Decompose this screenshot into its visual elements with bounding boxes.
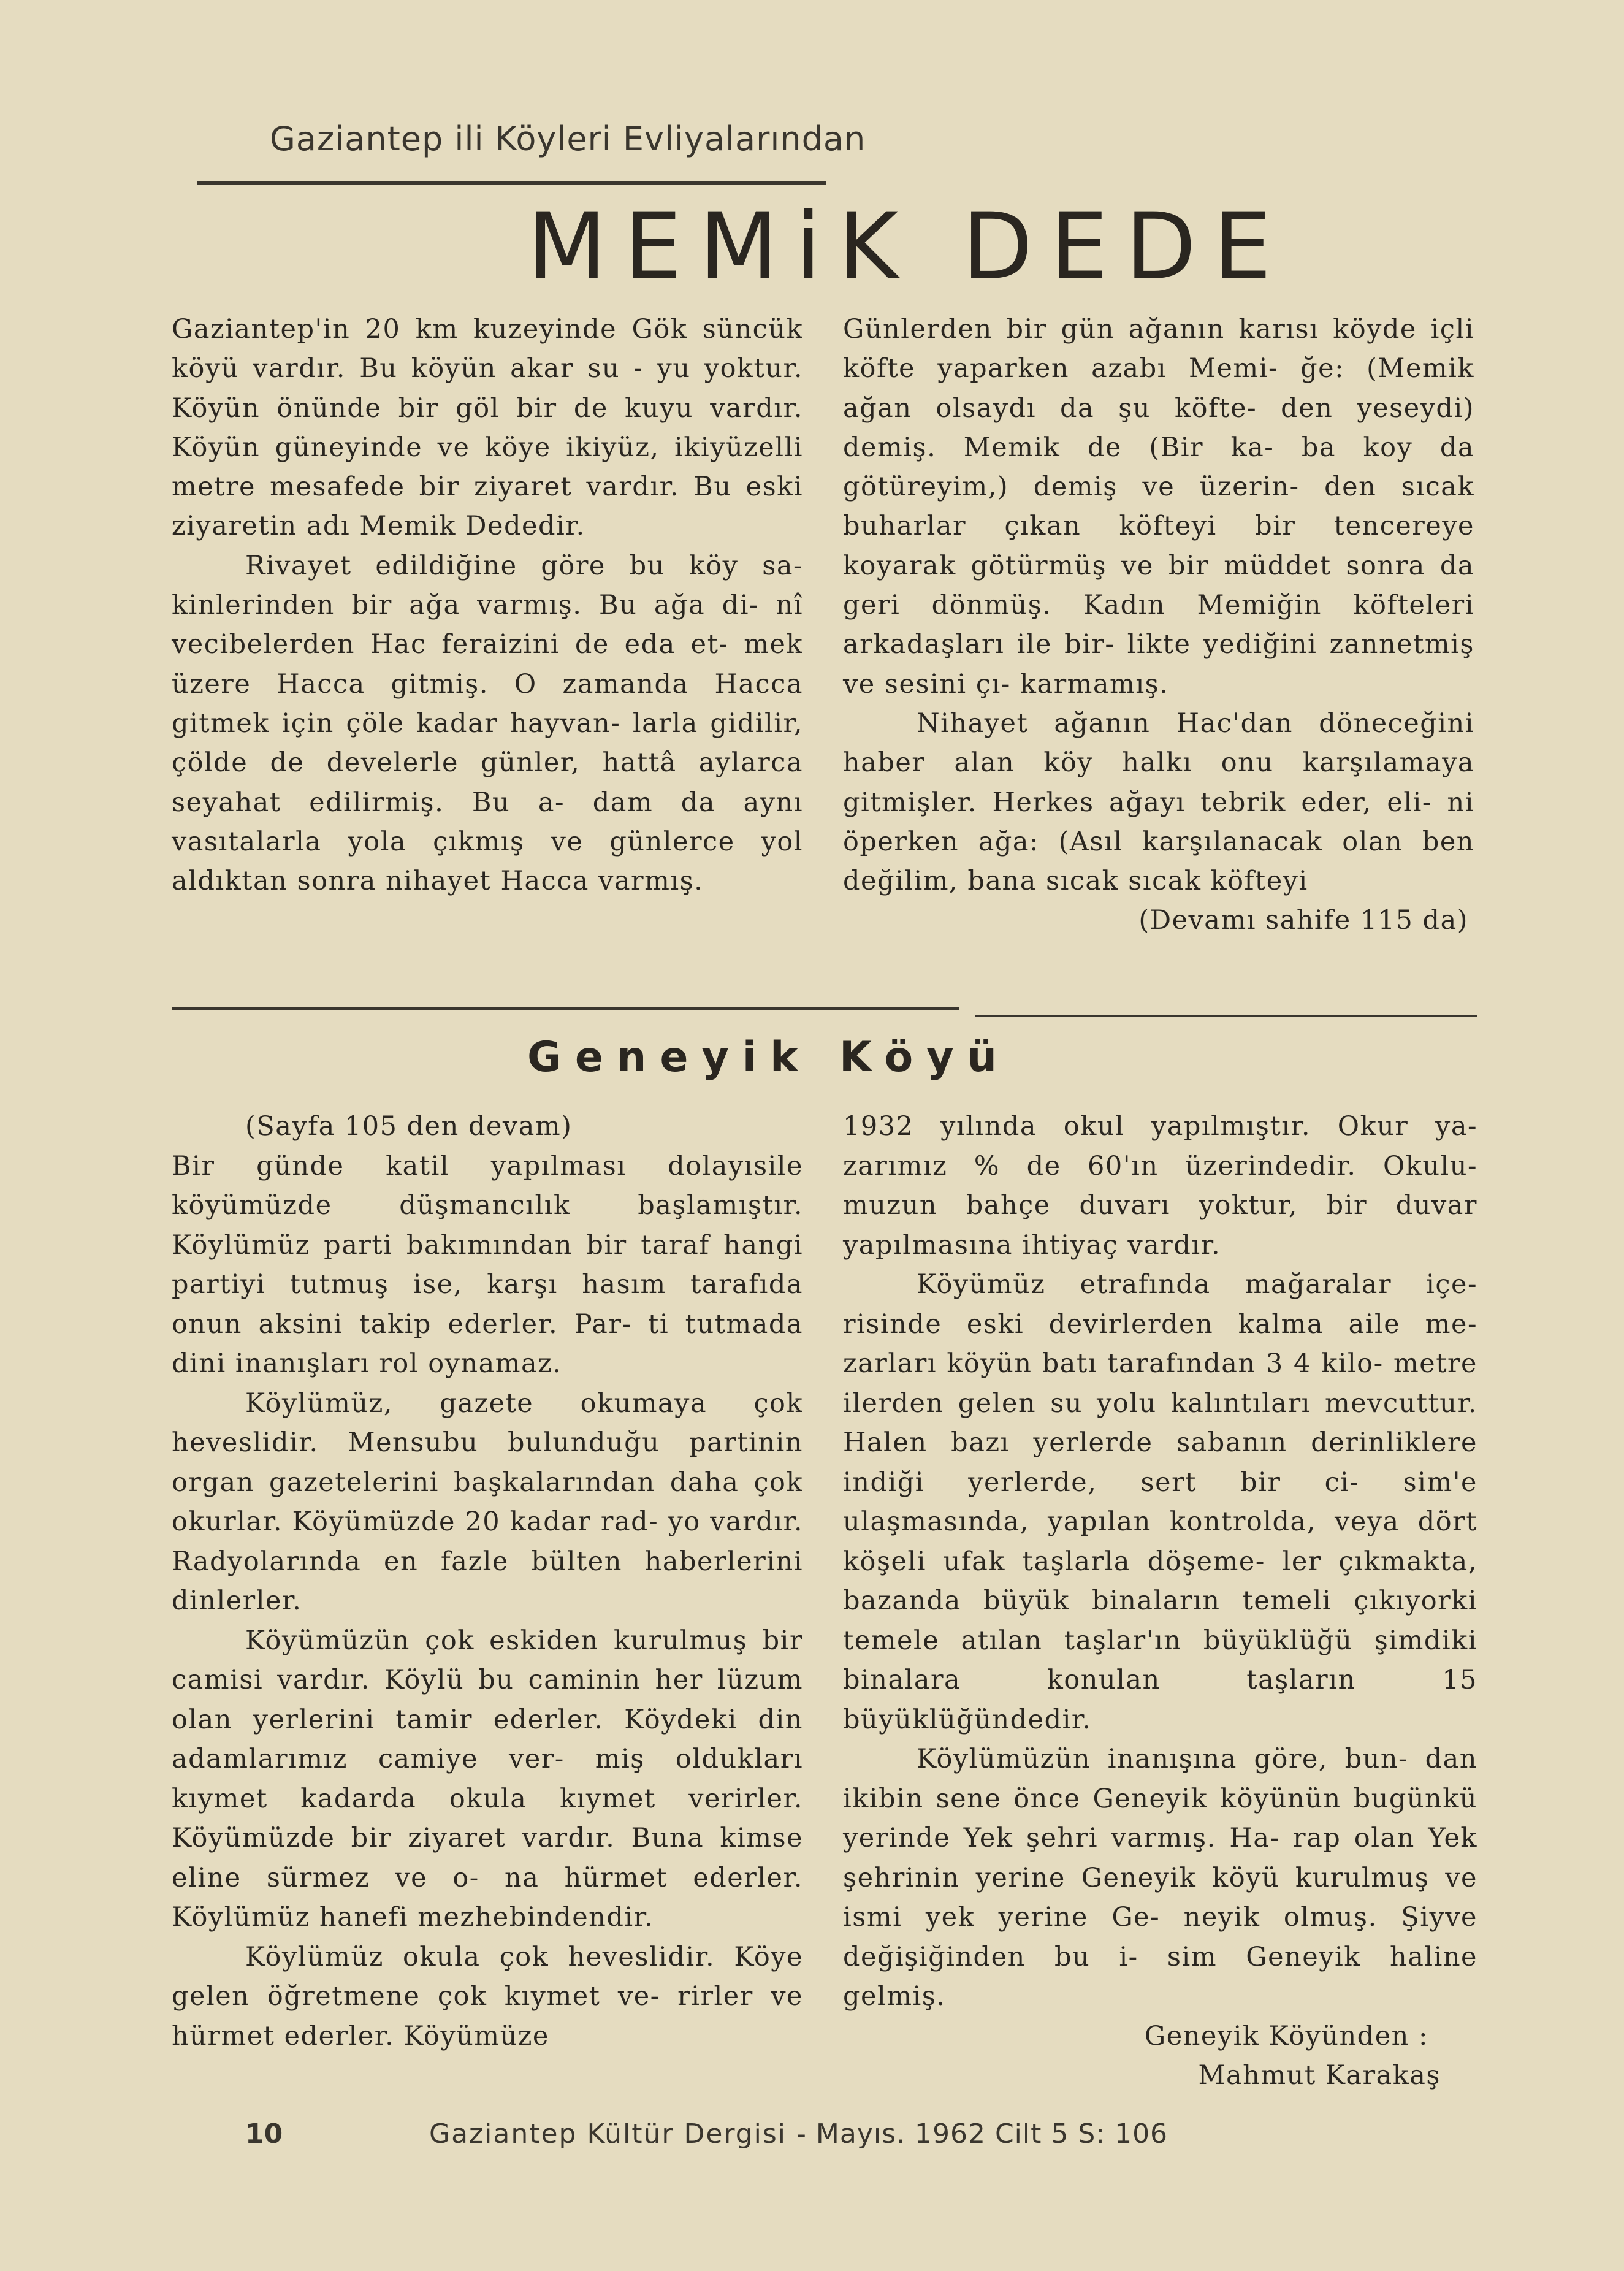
section-rule — [975, 1015, 1477, 1017]
paragraph: Günlerden bir gün ağanın karısı köyde içli köfte yaparken azabı Memi- ğe: (Memik ağan olsaydı da şu köfte- den yeseydi) demiş. Memik de (Bir ka- ba koy da götüreyim,) demiş ve üzerin- den sıcak buharlar çıkan köfteyi bir tencereye koyarak götürmüş ve bir müddet sonra da geri dönmüş. Kadın Memiğin köfteleri arkadaşları ile bir- likte yediğini zannetmiş ve sesini çı- karmamış. — [843, 314, 1474, 700]
paragraph: Köylümüz okula çok heveslidir. Köye gelen öğretmene çok kıymet ve- rirler ve hürmet ederler. Köyümüze — [172, 1941, 803, 2052]
article1-right-column — [843, 310, 1474, 941]
paragraph: Bir günde katil yapılması dolayısile köyümüzde düşmancılık başlamıştır. Köylümüz parti bakımından bir taraf hangi partiyi tutmuş ise, karşı hasım tarafıda onun aksini takip ederler. Par- ti tutmada dini inanışları rol oynamaz. — [172, 1150, 803, 1379]
section-title: Geneyik Köyü — [527, 1033, 1010, 1082]
section-rule — [172, 1007, 959, 1010]
series-kicker: Gaziantep ili Köyleri Evliyalarından — [270, 120, 866, 158]
article-title: MEMiK DEDE — [527, 194, 1289, 300]
article1-left-column — [172, 310, 803, 901]
continuation-note: (Devamı sahife 115 da) — [1138, 905, 1468, 936]
article2-left-column — [172, 1107, 803, 2056]
article2-right-column — [843, 1107, 1477, 2096]
paragraph: Rivayet edildiğine göre bu köy sa- kinlerinden bir ağa varmış. Bu ağa di- nî vecibelerden Hac feraizini de eda et- mek üzere Hacca gitmiş. O zamanda Hacca gitmek için çöle kadar hayvan- larla gidilir, çölde de develerle günler, hattâ aylarca seyahat edilirmiş. Bu a- dam da aynı vasıtalarla yola çıkmış ve günlerce yol aldıktan sonra nihayet Hacca varmış. — [172, 550, 803, 897]
page-number: 10 — [245, 2118, 283, 2150]
paragraph: Nihayet ağanın Hac'dan döneceğini haber alan köy halkı onu karşılamaya gitmişler. Herkes ağayı tebrik eder, eli- ni öperken ağa: (Asıl karşılanacak olan ben değilim, bana sıcak sıcak köfteyi — [843, 708, 1474, 897]
page-footer — [245, 2118, 1410, 2150]
paragraph: Köylümüzün inanışına göre, bun- dan ikibin sene önce Geneyik köyünün bugünkü yerinde Yek şehri varmış. Ha- rap olan Yek şehrinin yerine Geneyik köyü kurulmuş ve ismi yek yerine Ge- neyik olmuş. Şiyve değişiğinden bu i- sim Geneyik haline gelmiş. — [843, 1744, 1477, 2012]
signature-author: Mahmut Karakaş — [1198, 2060, 1441, 2091]
paragraph: Köyümüz etrafında mağaralar içe- risinde eski devirlerden kalma aile me- zarları köyün batı tarafından 3 4 kilo- metre ilerden gelen su yolu kalıntıları mevcuttur. Halen bazı yerlerde sabanın derinliklere indiği yerlerde, sert bir ci- sim'e ulaşmasında, yapılan kontrolda, veya dört köşeli ufak taşlarla döşeme- ler çıkmakta, bazanda büyük binaların temeli çıkıyorki temele atılan taşlar'ın büyüklüğü şimdiki binalara konulan taşların 15 büyüklüğündedir. — [843, 1269, 1477, 1735]
magazine-name: Gaziantep Kültür Dergisi - — [429, 2118, 807, 2150]
signature-origin: Geneyik Köyünden : — [1144, 2020, 1428, 2052]
continuation-from-note: (Sayfa 105 den devam) — [245, 1111, 573, 1142]
paragraph: Köyümüzün çok eskiden kurulmuş bir camisi vardır. Köylü bu caminin her lüzum olan yerlerini tamir ederler. Köydeki din adamlarımız camiye ver- miş oldukları kıymet kadarda okula kıymet verirler. Köyümüzde bir ziyaret vardır. Buna kimse eline sürmez ve o- na hürmet ederler. Köylümüz hanefi mezhebindendir. — [172, 1625, 803, 1933]
top-rule — [197, 181, 826, 185]
issue-date: Mayıs. 1962 Cilt 5 S: 106 — [815, 2118, 1168, 2150]
paragraph: 1932 yılında okul yapılmıştır. Okur ya- zarımız % de 60'ın üzerindedir. Okulu- muzun bahçe duvarı yoktur, bir duvar yapılmasına ihtiyaç vardır. — [843, 1111, 1477, 1261]
paragraph: Gaziantep'in 20 km kuzeyinde Gök süncük köyü vardır. Bu köyün akar su - yu yoktur. Köyün önünde bir göl bir de kuyu vardır. Köyün güneyinde ve köye ikiyüz, ikiyüzelli metre mesafede bir ziyaret vardır. Bu eski ziyaretin adı Memik Dededir. — [172, 314, 803, 542]
paragraph: Köylümüz, gazete okumaya çok heveslidir. Mensubu bulunduğu partinin organ gazetelerini başkalarından daha çok okurlar. Köyümüzde 20 kadar rad- yo vardır. Radyolarında en fazle bülten haberlerini dinlerler. — [172, 1387, 803, 1616]
